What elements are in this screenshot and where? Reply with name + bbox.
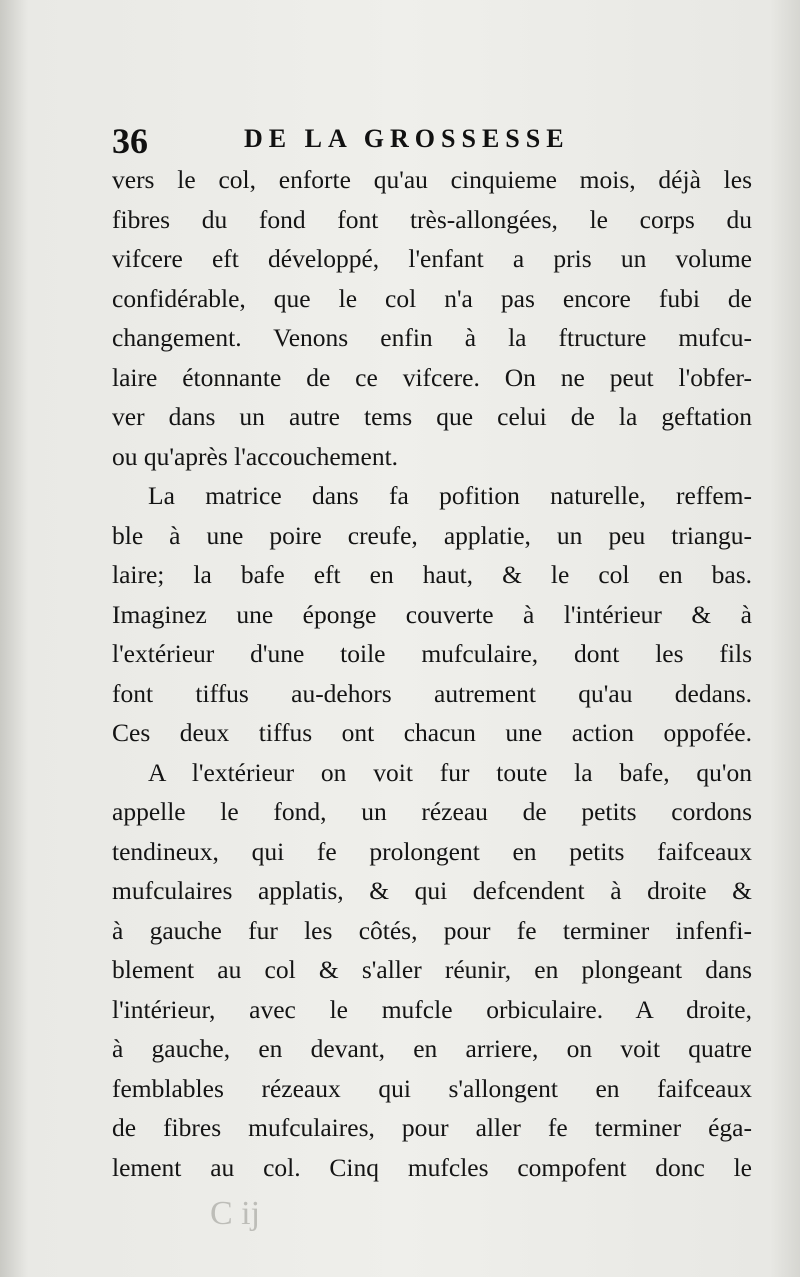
text-line: mufculaires applatis, & qui defcendent à droite & — [112, 876, 752, 905]
text-line: ou qu'après l'accouchement. — [112, 441, 399, 471]
text-line: à gauche fur les côtés, pour fe terminer infenfi- — [112, 915, 752, 945]
text-line: tendineux, qui fe prolongent en petits faifceaux — [112, 836, 752, 866]
text-line: femblables rézeaux qui s'allongent en faifceaux — [112, 1073, 752, 1103]
text-line: laire; la bafe eft en haut, & le col en bas. — [112, 560, 752, 589]
text-line: laire étonnante de ce vifcere. On ne peut l'obfer- — [112, 362, 752, 392]
text-line: de fibres mufculaires, pour aller fe terminer éga- — [112, 1113, 752, 1142]
text-line: ver dans un autre tems que celui de la geftation — [112, 402, 752, 431]
text-line: à gauche, en devant, en arriere, on voit quatre — [112, 1034, 752, 1063]
text-line: lement au col. Cinq mufcles compofent donc le — [112, 1152, 752, 1182]
text-line: changement. Venons enfin à la ftructure mufcu- — [112, 323, 752, 352]
body-text — [112, 160, 752, 1187]
page-number: 36 — [112, 121, 148, 161]
text-line: fibres du fond font très-allongées, le corps du — [112, 204, 752, 234]
running-title: DE LA GROSSESSE — [244, 124, 570, 153]
text-line: blement au col & s'aller réunir, en plongeant dans — [112, 955, 752, 984]
text-line: Ces deux tiffus ont chacun une action oppofée. — [112, 718, 752, 747]
running-head — [108, 118, 748, 164]
text-line: Imaginez une éponge couverte à l'intérieur & à — [112, 599, 752, 629]
paragraph-start-line: A l'extérieur on voit fur toute la bafe, qu'on — [148, 757, 752, 787]
text-line: ble à une poire creufe, applatie, un peu triangu- — [112, 520, 752, 550]
text-line: vifcere eft développé, l'enfant a pris un volume — [112, 244, 752, 273]
text-line: appelle le fond, un rézeau de petits cordons — [112, 797, 752, 826]
text-line: l'extérieur d'une toile mufculaire, dont les fils — [112, 639, 752, 668]
text-line: l'intérieur, avec le mufcle orbiculaire. A droite, — [112, 994, 752, 1024]
text-line: font tiffus au-dehors autrement qu'au dedans. — [112, 678, 752, 708]
paragraph-start-line: La matrice dans fa pofition naturelle, reffem- — [148, 481, 752, 510]
signature-mark: C ij — [210, 1195, 261, 1232]
text-line: vers le col, enforte qu'au cinquieme mois, déjà les — [112, 165, 752, 194]
text-line: confidérable, que le col n'a pas encore fubi de — [112, 283, 752, 313]
